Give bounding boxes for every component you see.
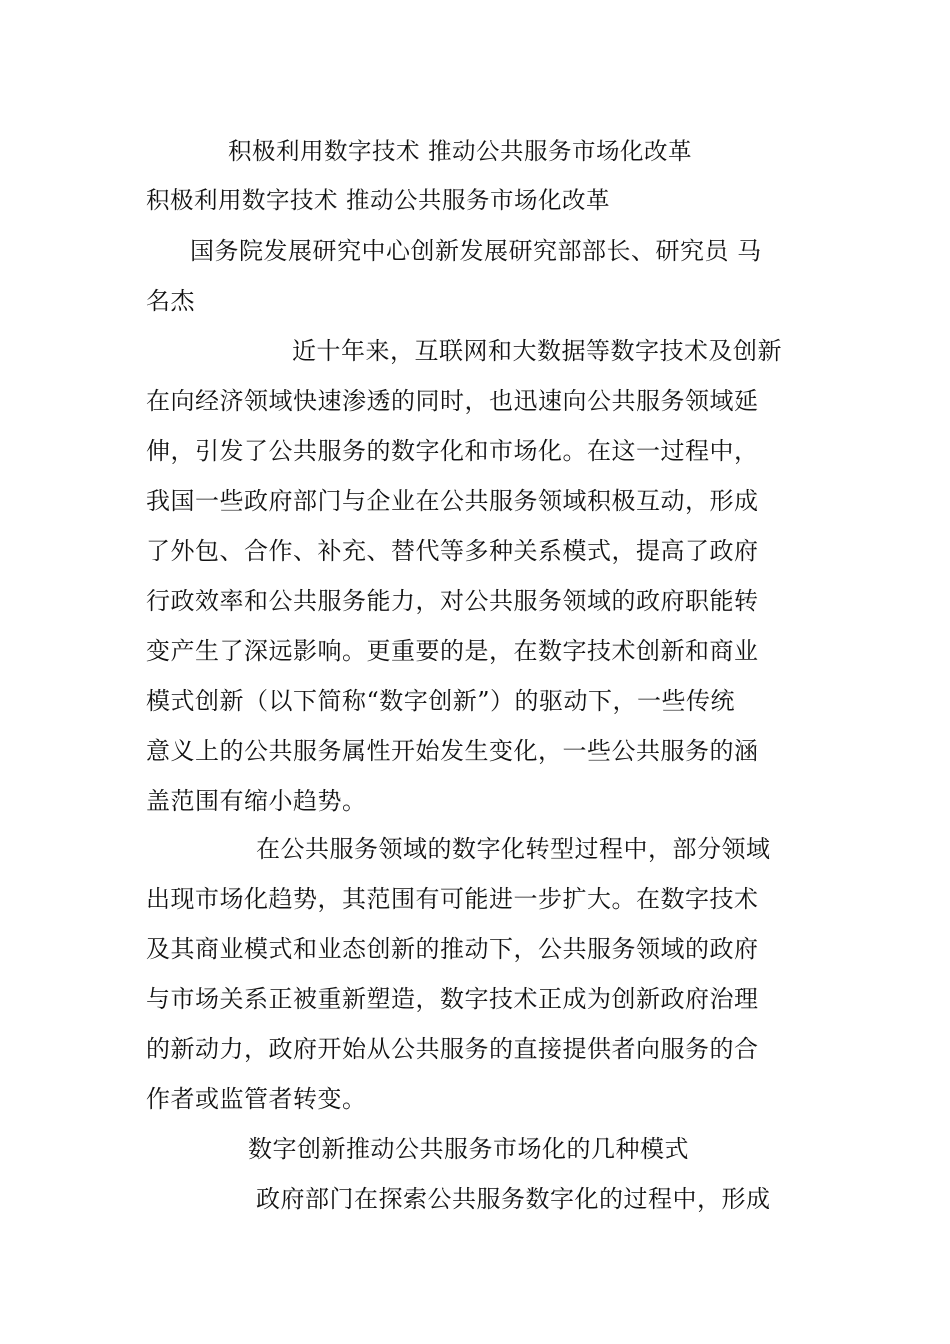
paragraph-1-line: 行政效率和公共服务能力，对公共服务领域的政府职能转 <box>146 587 759 615</box>
section-subheading: 数字创新推动公共服务市场化的几种模式 <box>248 1135 689 1163</box>
paragraph-1-line: 盖范围有缩小趋势。 <box>146 787 367 815</box>
paragraph-1-line: 变产生了深远影响。更重要的是，在数字技术创新和商业 <box>146 637 759 665</box>
paragraph-3-line: 政府部门在探索公共服务数字化的过程中，形成 <box>256 1185 771 1213</box>
paragraph-2-line: 与市场关系正被重新塑造，数字技术正成为创新政府治理 <box>146 985 759 1013</box>
paragraph-1-line: 我国一些政府部门与企业在公共服务领域积极互动，形成 <box>146 487 759 515</box>
paragraph-1-line: 意义上的公共服务属性开始发生变化，一些公共服务的涵 <box>146 737 759 765</box>
paragraph-1-line: 了外包、合作、补充、替代等多种关系模式，提高了政府 <box>146 537 759 565</box>
paragraph-2-line: 出现市场化趋势，其范围有可能进一步扩大。在数字技术 <box>146 885 759 913</box>
author-line: 国务院发展研究中心创新发展研究部部长、研究员 马 <box>190 237 762 265</box>
paragraph-1-line: 近十年来，互联网和大数据等数字技术及创新 <box>292 337 782 365</box>
paragraph-2-line: 作者或监管者转变。 <box>146 1085 367 1113</box>
paragraph-1-line: 在向经济领域快速渗透的同时，也迅速向公共服务领域延 <box>146 387 759 415</box>
document-title: 积极利用数字技术 推动公共服务市场化改革 <box>228 137 692 165</box>
author-line: 名杰 <box>146 287 195 315</box>
paragraph-2-line: 及其商业模式和业态创新的推动下，公共服务领域的政府 <box>146 935 759 963</box>
paragraph-2-line: 的新动力，政府开始从公共服务的直接提供者向服务的合 <box>146 1035 759 1063</box>
paragraph-2-line: 在公共服务领域的数字化转型过程中，部分领域 <box>256 835 771 863</box>
document-title-repeat: 积极利用数字技术 推动公共服务市场化改革 <box>146 186 610 214</box>
paragraph-1-line: 模式创新（以下简称“数字创新”）的驱动下，一些传统 <box>146 687 736 715</box>
paragraph-1-line: 伸，引发了公共服务的数字化和市场化。在这一过程中， <box>146 437 759 465</box>
